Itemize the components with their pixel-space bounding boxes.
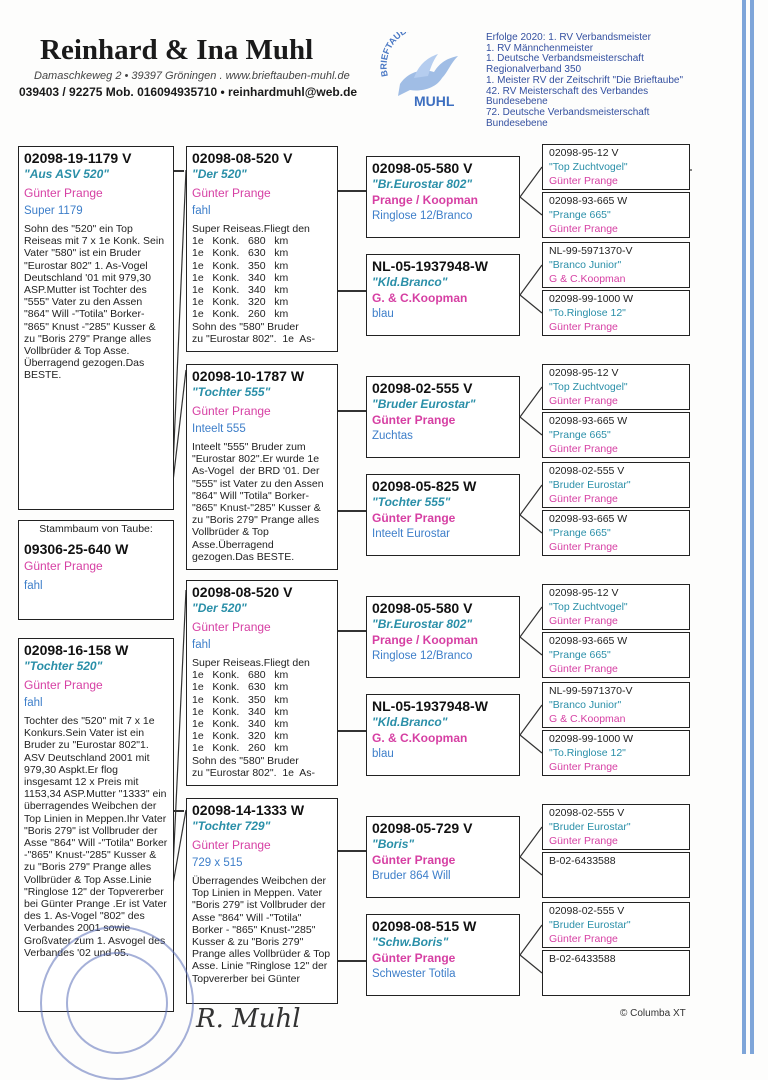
grandparent-color: 729 x 515 bbox=[192, 857, 243, 869]
subject-label: Stammbaum von Taube: bbox=[39, 523, 153, 535]
great-grandparent-breeder: Günter Prange bbox=[372, 413, 456, 427]
great-grandparent-card[interactable] bbox=[366, 376, 520, 458]
sire-ring-number: 02098-19-1179 V bbox=[24, 150, 132, 166]
ancestor-breeder: Günter Prange bbox=[549, 933, 618, 945]
ancestor-card[interactable] bbox=[542, 950, 690, 996]
great-grandparent-card[interactable] bbox=[366, 596, 520, 678]
ancestor-ring-number: 02098-95-12 V bbox=[549, 367, 619, 379]
grandparent-ring-number: 02098-14-1333 W bbox=[192, 802, 305, 818]
ancestor-ring-number: 02098-02-555 V bbox=[549, 465, 625, 477]
sire-breeder: Günter Prange bbox=[24, 186, 103, 200]
copyright: © Columba XT bbox=[620, 1008, 686, 1019]
grandparent-ring-number: 02098-10-1787 W bbox=[192, 368, 305, 384]
great-grandparent-ring-number: NL-05-1937948-W bbox=[372, 258, 488, 274]
great-grandparent-name: "Bruder Eurostar" bbox=[372, 397, 476, 411]
ancestor-ring-number: B-02-6433588 bbox=[549, 953, 616, 965]
ancestor-breeder: Günter Prange bbox=[549, 175, 618, 187]
dam-ring-number: 02098-16-158 W bbox=[24, 642, 129, 658]
great-grandparent-ring-number: 02098-08-515 W bbox=[372, 918, 477, 934]
great-grandparent-color: Bruder 864 Will bbox=[372, 870, 451, 882]
subject-ring-number: 09306-25-640 W bbox=[24, 541, 129, 557]
ancestor-card[interactable] bbox=[542, 682, 690, 728]
grandparent-card[interactable] bbox=[186, 580, 338, 786]
subject-breeder: Günter Prange bbox=[24, 559, 103, 573]
great-grandparent-ring-number: 02098-05-729 V bbox=[372, 820, 473, 836]
ancestor-breeder: Günter Prange bbox=[549, 493, 618, 505]
great-grandparent-card[interactable] bbox=[366, 914, 520, 996]
sire-name: "Aus ASV 520" bbox=[24, 167, 109, 181]
ancestor-name: "Bruder Eurostar" bbox=[549, 821, 631, 833]
ancestor-ring-number: 02098-93-665 W bbox=[549, 415, 628, 427]
ancestor-breeder: G & C.Koopman bbox=[549, 713, 626, 725]
dam-color: fahl bbox=[24, 697, 43, 709]
ancestor-name: "Top Zuchtvogel" bbox=[549, 601, 628, 613]
ancestor-card[interactable] bbox=[542, 852, 690, 898]
ancestor-breeder: Günter Prange bbox=[549, 541, 618, 553]
subject-color: fahl bbox=[24, 580, 43, 592]
ancestor-card[interactable] bbox=[542, 462, 690, 508]
great-grandparent-color: blau bbox=[372, 308, 394, 320]
ancestor-ring-number: 02098-99-1000 W bbox=[549, 733, 634, 745]
ancestor-name: "Branco Junior" bbox=[549, 699, 622, 711]
great-grandparent-name: "Tochter 555" bbox=[372, 495, 451, 509]
great-grandparent-color: Zuchtas bbox=[372, 430, 413, 442]
ancestor-breeder: Günter Prange bbox=[549, 223, 618, 235]
logo-arc-text: BRIEFTAU bbox=[378, 32, 403, 78]
grandparent-description: Super Reiseas.Fliegt den 1e Konk. 680 km 1e Konk. 630 km 1e Konk. 350 km 1e Konk. 340 km 1e Konk. 340 km 1e Konk. 320 km 1e Konk. 260 km Sohn des "580" Bruder zu "Eurostar 802". 1e As- bbox=[192, 223, 316, 345]
great-grandparent-breeder: Günter Prange bbox=[372, 511, 456, 525]
ancestor-ring-number: 02098-95-12 V bbox=[549, 147, 619, 159]
page-title: Reinhard & Ina Muhl bbox=[40, 34, 314, 66]
great-grandparent-ring-number: 02098-05-580 V bbox=[372, 600, 473, 616]
loft-stamp-inner bbox=[66, 952, 168, 1054]
great-grandparent-breeder: Prange / Koopman bbox=[372, 633, 479, 647]
achievement-line: Regionalverband 350 bbox=[486, 64, 582, 76]
ancestor-breeder: Günter Prange bbox=[549, 443, 618, 455]
signature: R. Muhl bbox=[196, 1004, 301, 1034]
great-grandparent-color: blau bbox=[372, 748, 394, 760]
great-grandparent-card[interactable] bbox=[366, 254, 520, 336]
great-grandparent-ring-number: 02098-02-555 V bbox=[372, 380, 473, 396]
ancestor-name: "Prange 665" bbox=[549, 527, 611, 539]
grandparent-name: "Der 520" bbox=[192, 167, 247, 181]
grandparent-ring-number: 02098-08-520 V bbox=[192, 150, 293, 166]
dam-description: Tochter des "520" mit 7 x 1e Konkurs.Sein Vater ist ein Bruder zu "Eurostar 802"1. ASV Deutschland 2001 mit 979,30 Aspkt.Er flog insgesamt 12 x Preis mit 1153,34 ASP.Mutter "1333" ein überragendes Weibchen der Top Linien in Meppen.Ihr Vater "Boris 279" ist Vollbruder der Asse "864" Will -"Totila" Borker -"865" Knust-"285" Kusser & zu "Boris 279" Prange alles Vollbrüder & Top Asse.Linie "Ringlose 12" der Topvererber bei Günter Prange .Er ist Vater des 1. As-Vogel "802" des Verbandes 2001 sowie Großvater zum 1. Asvogel des Verbandes '02 und 05. bbox=[24, 715, 171, 959]
sire-card[interactable] bbox=[18, 146, 174, 510]
ancestor-ring-number: 02098-93-665 W bbox=[549, 195, 628, 207]
great-grandparent-color: Ringlose 12/Branco bbox=[372, 650, 473, 662]
ancestor-ring-number: NL-99-5971370-V bbox=[549, 685, 633, 697]
grandparent-breeder: Günter Prange bbox=[192, 620, 271, 634]
grandparent-color: Inteelt 555 bbox=[192, 423, 246, 435]
grandparent-name: "Tochter 555" bbox=[192, 385, 271, 399]
contact-line: 039403 / 92275 Mob. 016094935710 • reinhardmuhl@web.de bbox=[19, 85, 358, 99]
ancestor-card[interactable] bbox=[542, 364, 690, 410]
great-grandparent-ring-number: 02098-05-580 V bbox=[372, 160, 473, 176]
ancestor-breeder: Günter Prange bbox=[549, 321, 618, 333]
achievement-line: 72. Deutsche Verbandsmeisterschaft bbox=[486, 106, 650, 118]
ancestor-card[interactable] bbox=[542, 412, 690, 458]
great-grandparent-card[interactable] bbox=[366, 694, 520, 776]
achievement-line: Bundesebene bbox=[486, 117, 548, 129]
great-grandparent-name: "Br.Eurostar 802" bbox=[372, 617, 473, 631]
ancestor-ring-number: 02098-02-555 V bbox=[549, 807, 625, 819]
ancestor-breeder: G & C.Koopman bbox=[549, 273, 626, 285]
great-grandparent-name: "Schw.Boris" bbox=[372, 935, 449, 949]
ancestor-card[interactable] bbox=[542, 804, 690, 850]
ancestor-name: "Top Zuchtvogel" bbox=[549, 381, 628, 393]
ancestor-card[interactable] bbox=[542, 192, 690, 238]
great-grandparent-color: Ringlose 12/Branco bbox=[372, 210, 473, 222]
ancestor-breeder: Günter Prange bbox=[549, 663, 618, 675]
grandparent-card[interactable] bbox=[186, 798, 338, 1004]
great-grandparent-ring-number: NL-05-1937948-W bbox=[372, 698, 488, 714]
grandparent-breeder: Günter Prange bbox=[192, 838, 271, 852]
ancestor-name: "Top Zuchtvogel" bbox=[549, 161, 628, 173]
grandparent-name: "Tochter 729" bbox=[192, 819, 271, 833]
grandparent-breeder: Günter Prange bbox=[192, 186, 271, 200]
logo-muhl-text: MUHL bbox=[414, 93, 455, 109]
ancestor-card[interactable] bbox=[542, 290, 690, 336]
ancestor-name: "To.Ringlose 12" bbox=[549, 747, 626, 759]
great-grandparent-breeder: Günter Prange bbox=[372, 853, 456, 867]
dam-name: "Tochter 520" bbox=[24, 659, 103, 673]
ancestor-name: "Bruder Eurostar" bbox=[549, 479, 631, 491]
great-grandparent-card[interactable] bbox=[366, 474, 520, 556]
achievement-line: Erfolge 2020: 1. RV Verbandsmeister bbox=[486, 32, 651, 43]
achievement-line: 42. RV Meisterschaft des Verbandes bbox=[486, 85, 649, 97]
great-grandparent-breeder: G. & C.Koopman bbox=[372, 731, 468, 745]
great-grandparent-color: Inteelt Eurostar bbox=[372, 528, 450, 540]
great-grandparent-card[interactable] bbox=[366, 816, 520, 898]
achievement-line: 1. Meister RV der Zeitschrift "Die Brieftaube" bbox=[486, 74, 683, 86]
great-grandparent-name: "Kld.Branco" bbox=[372, 275, 448, 289]
grandparent-description: Überragendes Weibchen der Top Linien in Meppen. Vater "Boris 279" ist Vollbruder der Asse "864" Will -"Totila" Borker - "865" Knust-"285" Kusser & zu "Boris 279" Prange alles Vollbrüder & Top Asse. Linie "Ringlose 12" der Topvererber bei Günter bbox=[192, 875, 333, 985]
great-grandparent-breeder: Günter Prange bbox=[372, 951, 456, 965]
achievement-line: 1. RV Männchenmeister bbox=[486, 42, 594, 54]
ancestor-name: "Prange 665" bbox=[549, 209, 611, 221]
grandparent-name: "Der 520" bbox=[192, 601, 247, 615]
ancestor-card[interactable] bbox=[542, 242, 690, 288]
ancestor-card[interactable] bbox=[542, 510, 690, 556]
great-grandparent-color: Schwester Totila bbox=[372, 968, 456, 980]
ancestor-ring-number: 02098-93-665 W bbox=[549, 513, 628, 525]
great-grandparent-card[interactable] bbox=[366, 156, 520, 238]
grandparent-breeder: Günter Prange bbox=[192, 404, 271, 418]
grandparent-card[interactable] bbox=[186, 364, 338, 570]
subject-card[interactable] bbox=[18, 520, 174, 620]
ancestor-ring-number: NL-99-5971370-V bbox=[549, 245, 633, 257]
ancestor-name: "Branco Junior" bbox=[549, 259, 622, 271]
grandparent-description: Super Reiseas.Fliegt den 1e Konk. 680 km 1e Konk. 630 km 1e Konk. 350 km 1e Konk. 340 km 1e Konk. 340 km 1e Konk. 320 km 1e Konk. 260 km Sohn des "580" Bruder zu "Eurostar 802". 1e As- bbox=[192, 657, 316, 779]
ancestor-card[interactable] bbox=[542, 902, 690, 948]
ancestor-ring-number: B-02-6433588 bbox=[549, 855, 616, 867]
address-line: Damaschkeweg 2 • 39397 Gröningen . www.brieftauben-muhl.de bbox=[34, 70, 350, 82]
ancestor-card[interactable] bbox=[542, 632, 690, 678]
ancestor-ring-number: 02098-93-665 W bbox=[549, 635, 628, 647]
grandparent-description: Inteelt "555" Bruder zum "Eurostar 802".Er wurde 1e As-Vogel der BRD '01. Der "555" ist Vater zu den Assen "864" Will "Totila" Borker-"865" Knust-"285" Kusser & zu "Boris 279" Prange alles Vollbrüder & Top Asse.Überragend gezogen.Das BESTE. bbox=[192, 441, 327, 563]
ancestor-name: "Prange 665" bbox=[549, 429, 611, 441]
great-grandparent-name: "Br.Eurostar 802" bbox=[372, 177, 473, 191]
grandparent-color: fahl bbox=[192, 639, 211, 651]
great-grandparent-name: "Kld.Branco" bbox=[372, 715, 448, 729]
ancestor-breeder: Günter Prange bbox=[549, 395, 618, 407]
ancestor-ring-number: 02098-99-1000 W bbox=[549, 293, 634, 305]
ancestor-breeder: Günter Prange bbox=[549, 761, 618, 773]
ancestor-card[interactable] bbox=[542, 584, 690, 630]
achievement-line: 1. Deutsche Verbandsmeisterschaft bbox=[486, 53, 644, 65]
ancestor-card[interactable] bbox=[542, 730, 690, 776]
sire-color: Super 1179 bbox=[24, 205, 83, 217]
great-grandparent-breeder: G. & C.Koopman bbox=[372, 291, 468, 305]
grandparent-color: fahl bbox=[192, 205, 211, 217]
sire-description: Sohn des "520" ein Top Reiseas mit 7 x 1e Konk. Sein Vater "580" ist ein Bruder "Eurostar 802" 1. As-Vogel Deutschland '01 mit 979,30 ASP.Mutter ist Tochter des "555" Vater zu den Assen "864" Will -"Totila" Borker-"865" Knust -"285" Kusser & zu "Boris 279" Prange alles Vollbrüder & Top Asse. Überragend gezogen.Das BESTE. bbox=[24, 223, 167, 382]
ancestor-ring-number: 02098-02-555 V bbox=[549, 905, 625, 917]
dam-breeder: Günter Prange bbox=[24, 678, 103, 692]
ancestor-name: "To.Ringlose 12" bbox=[549, 307, 626, 319]
grandparent-card[interactable] bbox=[186, 146, 338, 352]
great-grandparent-ring-number: 02098-05-825 W bbox=[372, 478, 477, 494]
great-grandparent-breeder: Prange / Koopman bbox=[372, 193, 479, 207]
achievement-line: Bundesebene bbox=[486, 96, 548, 108]
ancestor-name: "Prange 665" bbox=[549, 649, 611, 661]
ancestor-card[interactable] bbox=[542, 144, 690, 190]
ancestor-ring-number: 02098-95-12 V bbox=[549, 587, 619, 599]
grandparent-ring-number: 02098-08-520 V bbox=[192, 584, 293, 600]
ancestor-breeder: Günter Prange bbox=[549, 615, 618, 627]
ancestor-breeder: Günter Prange bbox=[549, 835, 618, 847]
ancestor-name: "Bruder Eurostar" bbox=[549, 919, 631, 931]
great-grandparent-name: "Boris" bbox=[372, 837, 415, 851]
